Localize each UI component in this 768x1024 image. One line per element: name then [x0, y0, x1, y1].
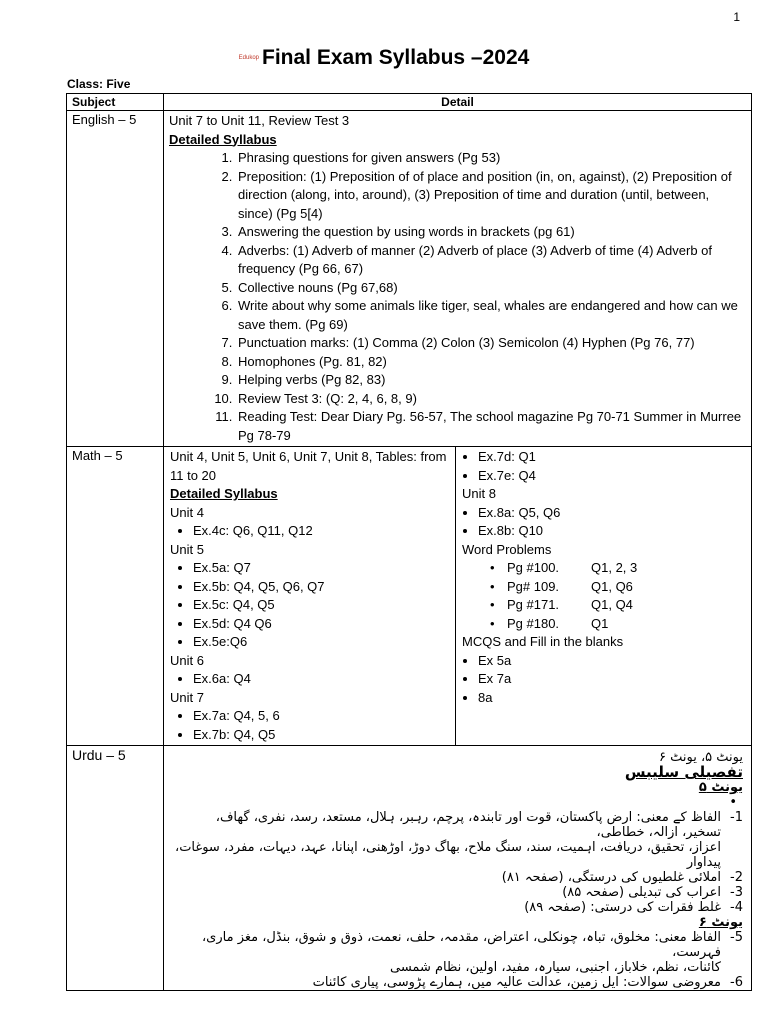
list-item: • Ex.5a: Q7: [193, 559, 449, 578]
urdu-unit5-heading: یونٹ ۵: [698, 780, 743, 795]
math-unit4-label: Unit 4: [170, 504, 204, 520]
math-unit6-list: [170, 670, 449, 689]
english-items: [169, 149, 745, 445]
word-problem-questions: Q1, Q4: [591, 597, 633, 612]
word-problem-questions: Q1: [591, 615, 609, 631]
english-item: 3. Answering the question by using words in brackets (pg 61): [236, 223, 745, 242]
math-unit7-label: Unit 7: [170, 689, 204, 705]
math-unit5-list: [170, 559, 449, 652]
english-item: 5. Collective nouns (Pg 67,68): [236, 279, 745, 298]
math-unit5-label: Unit 5: [170, 541, 204, 557]
list-item: • Ex.7b: Q4, Q5: [193, 726, 449, 745]
urdu-unit6-heading: یونٹ ۶: [698, 915, 743, 930]
english-item: 1. Phrasing questions for given answers (Pg 53): [236, 149, 745, 168]
english-subject: English – 5: [67, 111, 164, 447]
list-item: • 8a: [478, 689, 637, 708]
english-item: 4. Adverbs: (1) Adverb of manner (2) Adverb of place (3) Adverb of time (4) Adverb of frequency (Pg 66, 67): [236, 242, 745, 279]
table-header-row: [67, 94, 752, 111]
list-item: • Ex.7d: Q1: [478, 448, 637, 467]
title-text: Final Exam Syllabus –2024: [262, 46, 530, 69]
list-item: • Ex 5a: [478, 652, 637, 671]
math-detail: [164, 447, 752, 746]
word-problem-row: • Pg #180. Q1: [462, 615, 637, 634]
word-problem-questions: Q1, 2, 3: [591, 560, 638, 575]
list-item: • Ex.7e: Q4: [478, 467, 637, 486]
math-left-column: [164, 447, 456, 745]
syllabus-table: [66, 93, 752, 991]
math-unit6-label: Unit 6: [170, 652, 204, 668]
urdu-detailed-heading: تفصیلی سلیبس: [624, 763, 743, 781]
english-item: 11. Reading Test: Dear Diary Pg. 56-57, The school magazine Pg 70-71 Summer in Murree Pg 78-79: [236, 408, 745, 445]
class-label: Class: Five: [67, 77, 131, 91]
math-subject: Math – 5: [67, 447, 164, 746]
list-item: • Ex.7a: Q4, 5, 6: [193, 707, 449, 726]
english-item: 2. Preposition: (1) Preposition of of place and position (in, on, against), (2) Preposition of direction (along, into, around), (3) Preposition of time and duration (until, between, since) (Pg 5[4): [236, 168, 745, 224]
english-item: 7. Punctuation marks: (1) Comma (2) Colon (3) Semicolon (4) Hyphen (Pg 76, 77): [236, 334, 745, 353]
english-item: 8. Homophones (Pg. 81, 82): [236, 353, 745, 372]
urdu-line: 2- املائی غلطیوں کی درستگی، (صفحہ ۸۱): [501, 870, 743, 885]
header-detail: Detail: [164, 94, 752, 111]
urdu-line: کائنات، نظم، خلاباز، اجنبی، سیارہ، مفید، اولین، نظام شمسی: [390, 960, 721, 975]
list-item: • Ex.8a: Q5, Q6: [478, 504, 637, 523]
list-item: • Ex.5e:Q6: [193, 633, 449, 652]
page-title: [0, 46, 768, 70]
word-problem-row: • Pg #100. Q1, 2, 3: [462, 559, 637, 578]
urdu-line: 6- معروضی سوالات: ایل زمین، عدالت عالیہ میں، ہمارے پڑوسی، پیاری کائنات: [312, 975, 743, 990]
urdu-bullet: •: [729, 795, 737, 810]
list-item: • Ex.8b: Q10: [478, 522, 637, 541]
word-problem-page: Pg# 109.: [507, 578, 560, 594]
header-subject: Subject: [67, 94, 164, 111]
math-detailed-heading: Detailed Syllabus: [170, 486, 278, 501]
school-logo: Edukop: [238, 55, 260, 62]
english-units: Unit 7 to Unit 11, Review Test 3: [169, 113, 350, 128]
math-right-column: [456, 447, 643, 745]
word-problems-label: Word Problems: [462, 541, 552, 557]
word-problem-page: Pg #180.: [507, 615, 560, 631]
word-problem-questions: Q1, Q6: [591, 578, 633, 594]
urdu-units: یونٹ ۵، یونٹ ۶: [658, 750, 743, 765]
math-unit8-label: Unit 8: [462, 486, 496, 501]
math-unit7-list: [170, 707, 449, 744]
urdu-line: اعزاز، تحقیق، دریافت، اہمیت، سند، سنگ ملاح، بھاگ دوڑ، اوڑھنی، اپنانا، عہد، دیہات، مفرد، سوغات، پیداوار: [175, 840, 721, 870]
math-unit8-list: [462, 504, 637, 541]
urdu-detail: [164, 746, 752, 991]
word-problem-page: Pg #171.: [507, 597, 560, 612]
english-row: [67, 111, 752, 447]
math-unit7-cont-list: [462, 448, 637, 485]
word-problem-row: • Pg# 109. Q1, Q6: [462, 578, 637, 597]
urdu-row: [67, 746, 752, 991]
mcqs-label: MCQS and Fill in the blanks: [462, 634, 624, 649]
english-item: 9. Helping verbs (Pg 82, 83): [236, 371, 745, 390]
list-item: • Ex.6a: Q4: [193, 670, 449, 689]
list-item: • Ex 7a: [478, 670, 637, 689]
english-item: 10. Review Test 3: (Q: 2, 4, 6, 8, 9): [236, 390, 745, 409]
list-item: • Ex.5d: Q4 Q6: [193, 615, 449, 634]
page-number: 1: [733, 10, 740, 24]
urdu-line: 4- غلط فقرات کی درستی: (صفحہ ۸۹): [524, 900, 743, 915]
word-problem-row: • Pg #171. Q1, Q4: [462, 596, 637, 615]
list-item: • Ex.5c: Q4, Q5: [193, 596, 449, 615]
english-detailed-heading: Detailed Syllabus: [169, 131, 277, 147]
urdu-subject: Urdu – 5: [67, 746, 164, 991]
urdu-line: 5- الفاظ معنی: مخلوق، تباہ، چونکلی، اعتراض، مقدمہ، حلف، نعمت، ذوق و شوق، بنڈل، مغز ماری، فہرست،: [201, 930, 743, 960]
math-row: [67, 447, 752, 746]
math-unit4-list: [170, 522, 449, 541]
math-units: Unit 4, Unit 5, Unit 6, Unit 7, Unit 8, Tables: from 11 to 20: [170, 449, 447, 483]
english-item: 6. Write about why some animals like tiger, seal, whales are endangered and how can we save them. (Pg 69): [236, 297, 745, 334]
list-item: • Ex.4c: Q6, Q11, Q12: [193, 522, 449, 541]
word-problem-page: Pg #100.: [507, 560, 560, 575]
list-item: • Ex.5b: Q4, Q5, Q6, Q7: [193, 578, 449, 597]
urdu-line: 3- اعراب کی تبدیلی (صفحہ ۸۵): [562, 885, 743, 900]
english-detail: [164, 111, 752, 447]
urdu-line: 1- الفاظ کے معنی: ارض پاکستان، قوت اور تابندہ، پرچم، رہبر، ہلال، مستعد، رسد، نفری، گھاف، تسخیر، ازالہ، خطاطی،: [215, 810, 743, 840]
mcqs-list: [462, 652, 637, 708]
